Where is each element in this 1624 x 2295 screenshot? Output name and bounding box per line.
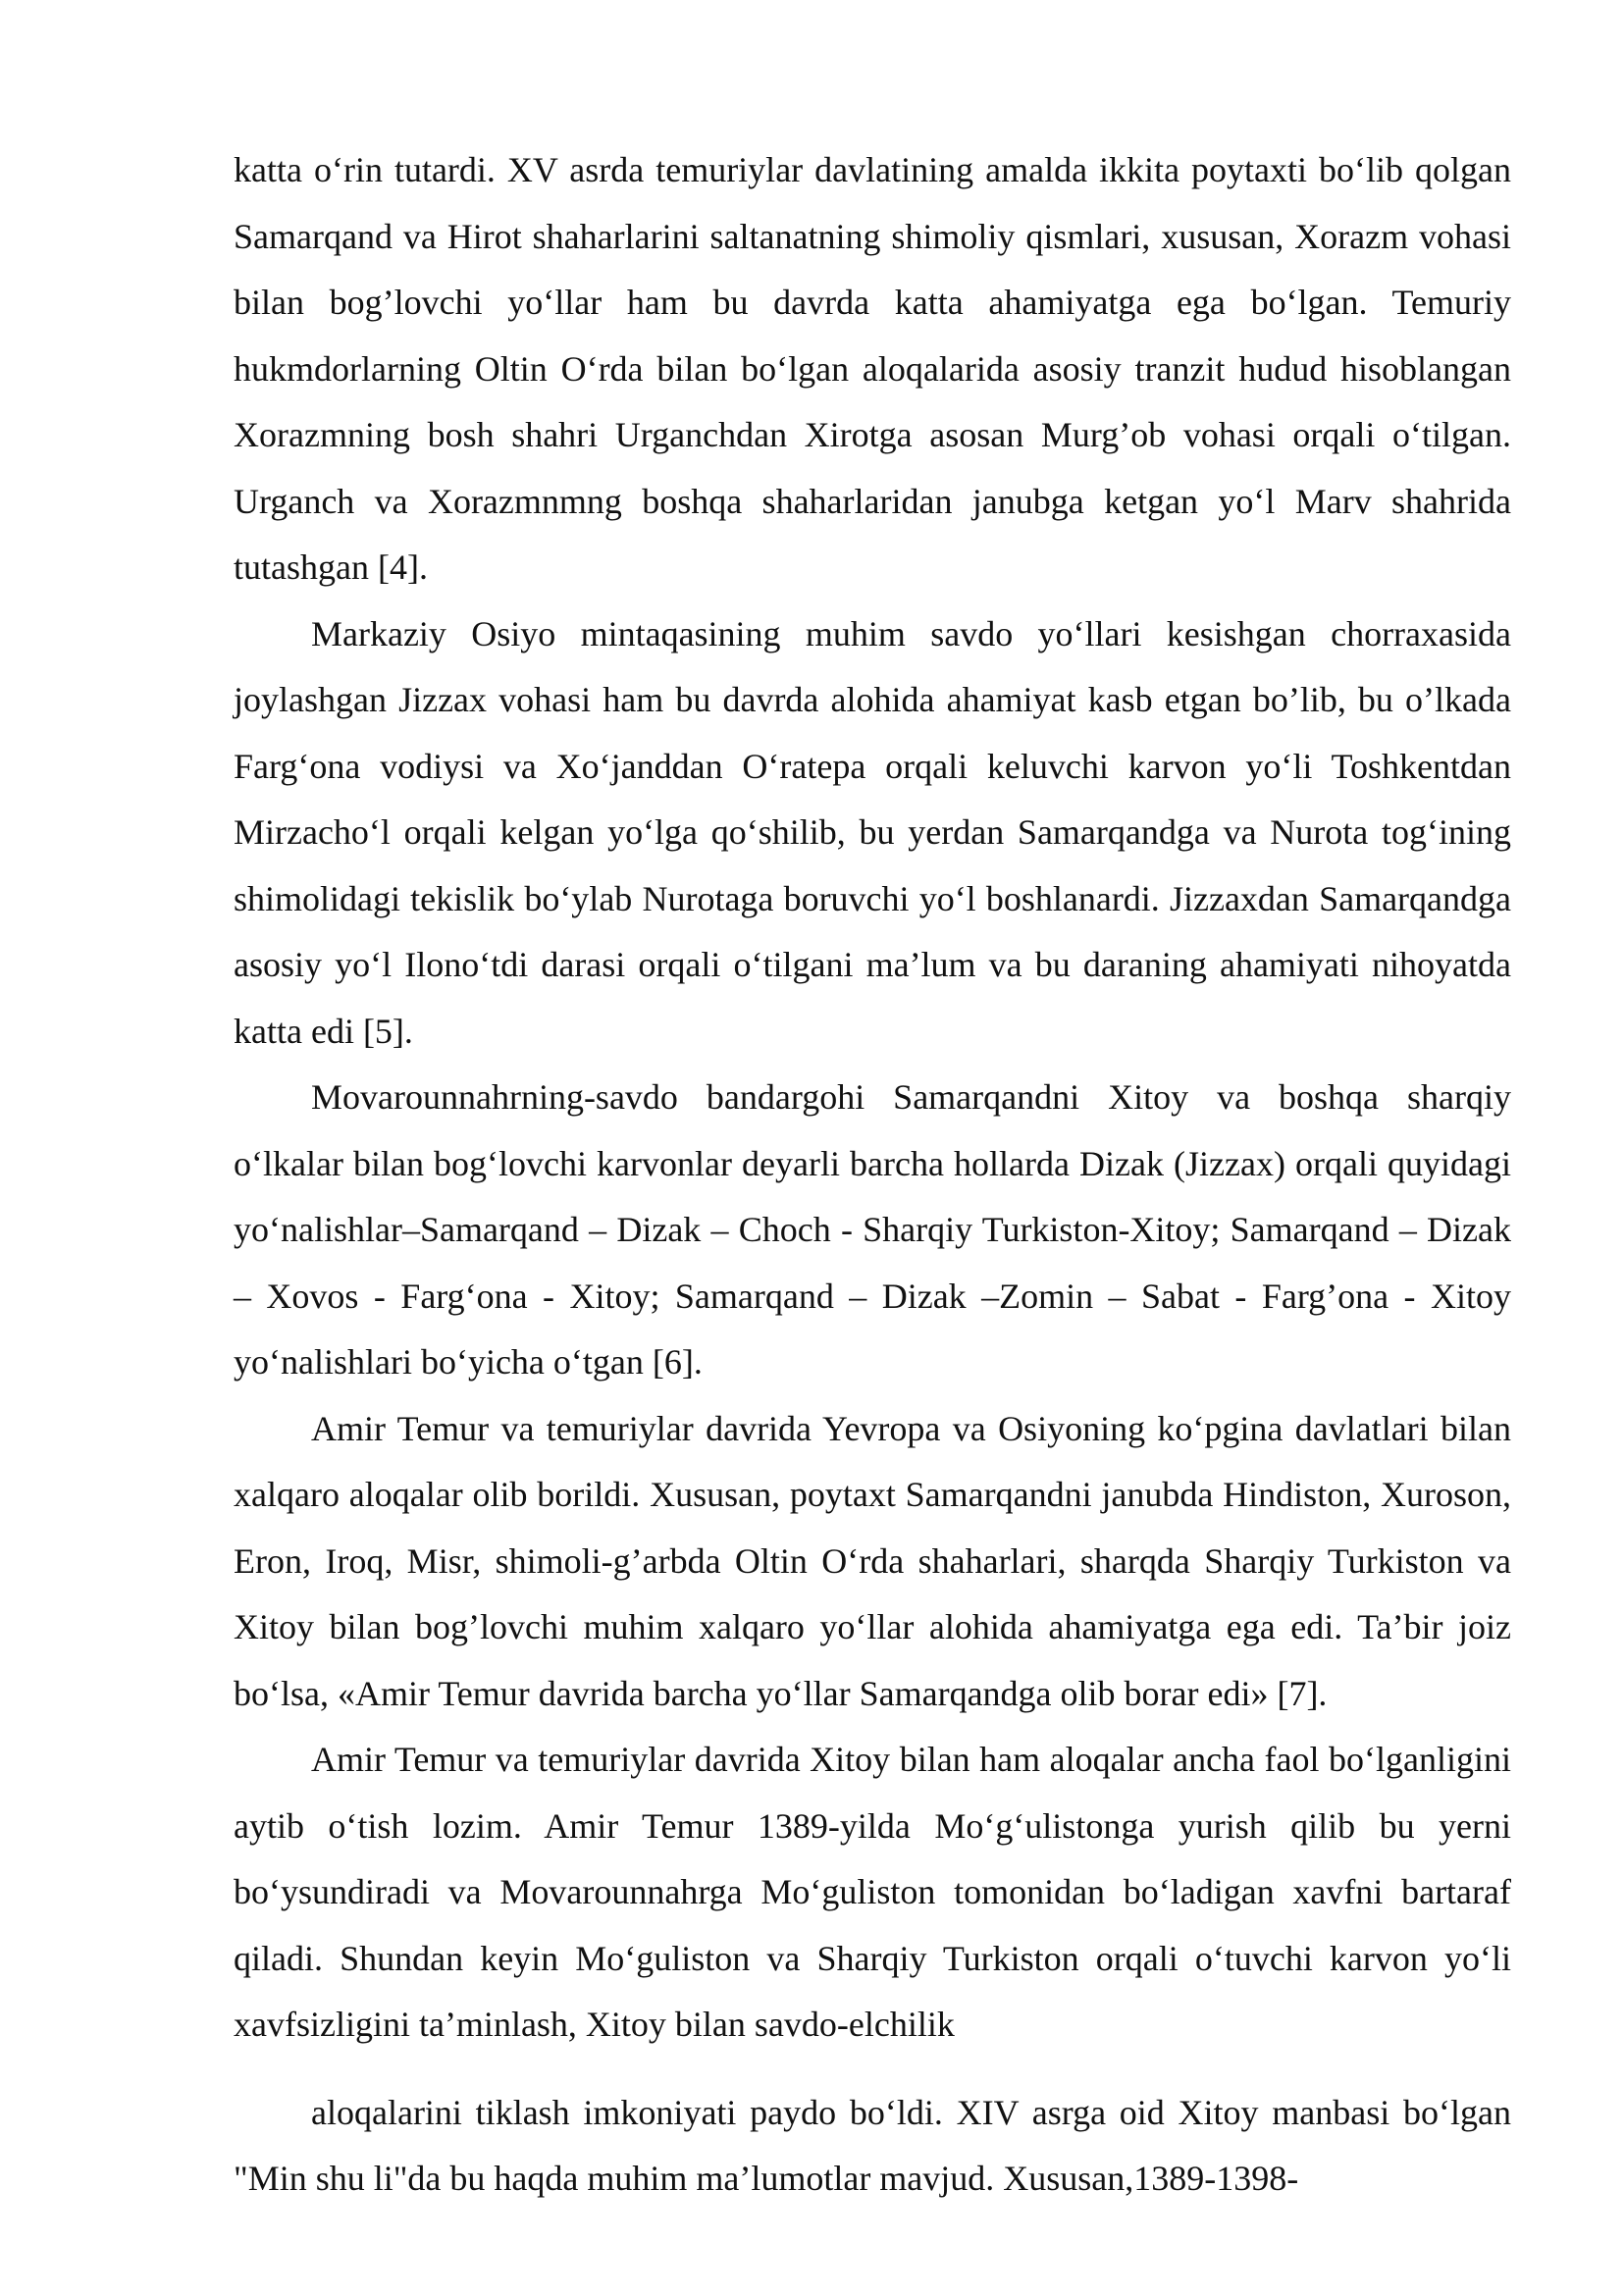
paragraph-5: Amir Temur va temuriylar davrida Xitoy bilan ham aloqalar ancha faol bo‘lganligini aytib o‘tish lozim. Amir Temur 1389-yilda Mo‘g‘ulistonga yurish qilib bu yerni bo‘ysundiradi va Movarounnahrga Mo‘guliston tomonidan bo‘ladigan xavfni bartaraf qiladi. Shundan keyin Mo‘guliston va Sharqiy Turkiston orqali o‘tuvchi karvon yo‘li xavfsizligini ta’minlash, Xitoy bilan savdo-elchilik — [234, 1740, 1511, 2044]
paragraph-1: katta o‘rin tutardi. XV asrda temuriylar davlatining amalda ikkita poytaxti bo‘lib qolgan Samarqand va Hirot shaharlarini saltanatning shimoliy qismlari, xususan, Xorazm vohasi bilan bog’lovchi yo‘llar ham bu davrda katta ahamiyatga ega bo‘lgan. Temuriy hukmdorlarning Oltin O‘rda bilan bo‘lgan aloqalarida asosiy tranzit hudud hisoblangan Xorazmning bosh shahri Urganchdan Xirotga asosan Murg’ob vohasi orqali o‘tilgan. Urganch va Xorazmnmng boshqa shaharlaridan janubga ketgan yo‘l Marv shahrida tutashgan [4]. — [234, 150, 1511, 587]
paragraph-4: Amir Temur va temuriylar davrida Yevropa va Osiyoning ko‘pgina davlatlari bilan xalqaro aloqalar olib borildi. Xususan, poytaxt Samarqandni janubda Hindiston, Xuroson, Eron, Iroq, Misr, shimoli-g’arbda Oltin O‘rda shaharlari, sharqda Sharqiy Turkiston va Xitoy bilan bog’lovchi muhim xalqaro yo‘llar alohida ahamiyatga ega edi. Ta’bir joiz bo‘lsa, «Amir Temur davrida barcha yo‘llar Samarqandga olib borar edi» [7]. — [234, 1408, 1511, 1713]
document-page — [234, 137, 1511, 2213]
paragraph-6: aloqalarini tiklash imkoniyati paydo bo‘ldi. XIV asrga oid Xitoy manbasi bo‘lgan "Min shu li"da bu haqda muhim ma’lumotlar mavjud. Xususan,1389-1398- — [234, 2092, 1511, 2198]
paragraph-gap — [234, 2059, 1511, 2080]
paragraph-3: Movarounnahrning-savdo bandargohi Samarqandni Xitoy va boshqa sharqiy o‘lkalar bilan bog‘lovchi karvonlar deyarli barcha hollarda Dizak (Jizzax) orqali quyidagi yo‘nalishlar–Samarqand – Dizak – Choch - Sharqiy Turkiston-Xitoy; Samarqand – Dizak – Xovos - Farg‘ona - Xitoy; Samarqand – Dizak –Zomin – Sabat - Farg’ona - Xitoy yo‘nalishlari bo‘yicha o‘tgan [6]. — [234, 1077, 1511, 1382]
paragraph-2: Markaziy Osiyo mintaqasining muhim savdo yo‘llari kesishgan chorraxasida joylashgan Jizzax vohasi ham bu davrda alohida ahamiyat kasb etgan bo’lib, bu o’lkada Farg‘ona vodiysi va Xo‘janddan O‘ratepa orqali keluvchi karvon yo‘li Toshkentdan Mirzacho‘l orqali kelgan yo‘lga qo‘shilib, bu yerdan Samarqandga va Nurota tog‘ining shimolidagi tekislik bo‘ylab Nurotaga boruvchi yo‘l boshlanardi. Jizzaxdan Samarqandga asosiy yo‘l Ilono‘tdi darasi orqali o‘tilgani ma’lum va bu daraning ahamiyati nihoyatda katta edi [5]. — [234, 613, 1511, 1051]
